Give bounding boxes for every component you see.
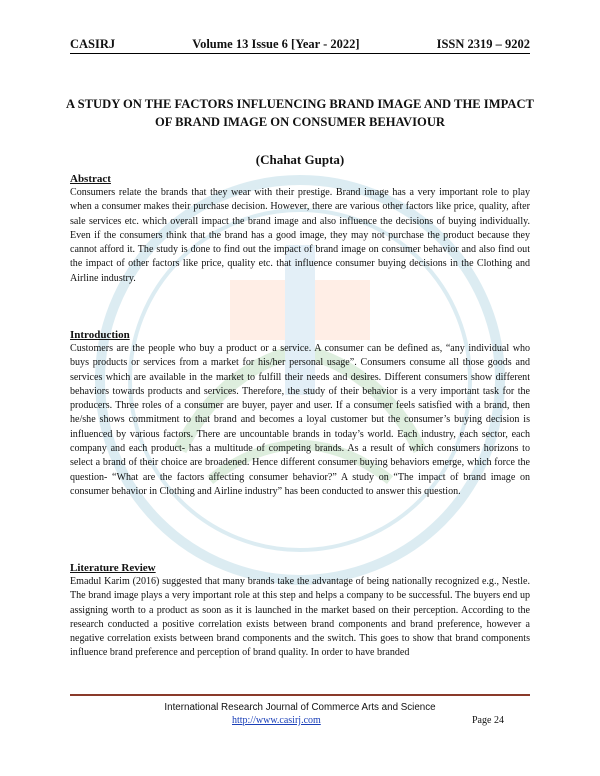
footer-divider <box>70 694 530 696</box>
issn: ISSN 2319 – 9202 <box>436 37 530 51</box>
literature-review-text: Emadul Karim (2016) suggested that many brands take the advantage of being nationally recognized e.g., Nestle. The brand image plays a very important role at this step and helps a company to be successful. The buyers end up assigning worth to a product as soon as it is launched in the market based on their perception. According to the research conducted a positive correlation exists between brand components and brand preference, however a negative correlation exists between brand components and the switch. This goes to show that brand components influence brand preference and perception of brand quality. In order to have branded <box>70 576 530 659</box>
abstract-heading: Abstract <box>70 173 111 185</box>
volume-issue: Volume 13 Issue 6 [Year - 2022] <box>192 37 360 51</box>
author-name: (Chahat Gupta) <box>255 152 345 167</box>
abstract-section <box>70 172 530 286</box>
literature-review-heading: Literature Review <box>70 562 156 574</box>
footer-journal-name: International Research Journal of Commerce Arts and Science <box>164 702 436 713</box>
introduction-heading: Introduction <box>70 329 130 341</box>
introduction-text: Customers are the people who buy a product or a service. A consumer can be defined as, “any individual who buys products or services from a market for his/her personal usage”. Consumers consume all those goods and services which are available in the market to fulfill their needs and desires. Different consumers show different behaviors towards products and services. Therefore, the study of their behavior is a very important task for the producers. Three roles of a consumer are buyer, payer and user. If a consumer feels satisfied with a brand, then he/she shows commitment to that brand and becomes a loyal customer but the consumer’s buying decision is influenced by various factors. There are uncountable brands in today’s world. Each industry, each sector, each company and each product- has a multitude of competing brands. As a result of which consumers horizons to select a brand of their choice are broadened. Hence different consumer buying behaviors emerge, which force the question- “What are the factors affecting consumer behavior?” A study on “The impact of brand image on consumer behavior in Clothing and Airline industry” has been conducted to answer this question. <box>70 343 530 497</box>
journal-url-link[interactable]: http://www.casirj.com <box>232 715 321 726</box>
journal-abbrev: CASIRJ <box>70 37 116 51</box>
literature-review-section <box>70 561 530 661</box>
introduction-section <box>70 328 530 499</box>
running-header <box>70 34 530 54</box>
abstract-text: Consumers relate the brands that they wear with their prestige. Brand image has a very important role to play when a consumer makes their purchase decision. However, there are various other factors like price, quality, after sale services etc. which overall impact the brand image and also influence the decisions of buying individually. Even if the consumers think that the brand has a good image, they may not purchase the product because they cannot afford it. The study is done to find out the impact of brand image on consumer behavior and also find out the impact of other factors like price, quality etc. that influence consumer buying decisions in the Clothing and Airline industry. <box>70 187 530 284</box>
paper-title: A STUDY ON THE FACTORS INFLUENCING BRAND IMAGE AND THE IMPACT OF BRAND IMAGE ON CONSUMER BEHAVIOUR <box>66 97 534 129</box>
page-number: Page 24 <box>472 715 504 726</box>
